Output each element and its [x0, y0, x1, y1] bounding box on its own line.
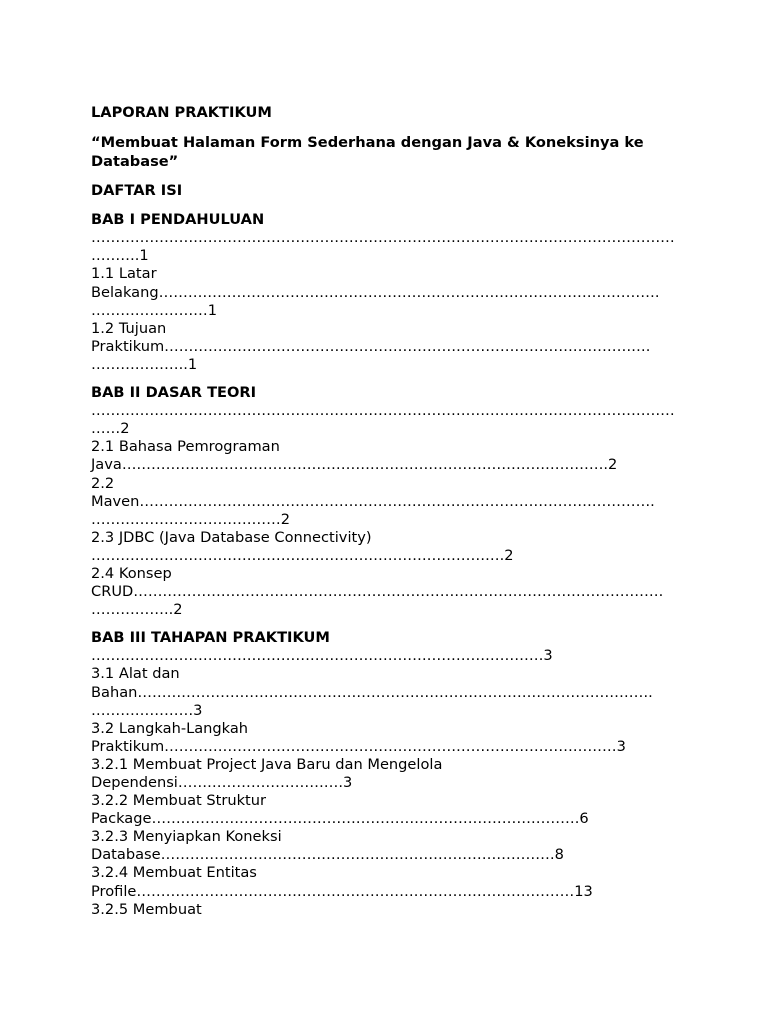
toc-entry-leader: Praktikum…………………………………………………………………………………3: [91, 737, 626, 755]
toc-bab-3: [91, 629, 691, 665]
toc-entry-leader: Belakang………………………………………………………………………………………….: [91, 283, 660, 301]
toc-entry-2-4: [91, 565, 691, 619]
toc-page-number: ……………………1: [91, 301, 218, 319]
toc-entry-3-2-2: [91, 792, 691, 828]
toc-heading: DAFTAR ISI: [91, 182, 183, 200]
toc-entry-2-1: [91, 438, 691, 474]
toc-page-number: ……….1: [91, 247, 149, 265]
toc-entry-leader: CRUD……………………………………………………………………………………………….: [91, 583, 664, 601]
toc-bab-1: [91, 211, 691, 265]
toc-entry-label: 2.2: [91, 474, 115, 492]
toc-bab-2-heading: BAB II DASAR TEORI: [91, 384, 257, 402]
toc-entry-1-2: [91, 320, 691, 374]
toc-entry-3-2-5: [91, 901, 691, 919]
toc-entry-label: 3.2.5 Membuat: [91, 900, 202, 918]
toc-entry-3-2: [91, 720, 691, 756]
report-title-line-2: Database”: [91, 153, 179, 171]
toc-entry-leader: ………………………………………………………………………….2: [91, 546, 514, 564]
toc-page-number: ……………..2: [91, 601, 183, 619]
toc-leader: …………………………………………………………………………………3: [91, 647, 553, 665]
toc-entry-leader: Bahan…………………………………………………………………………………………….: [91, 683, 653, 701]
toc-page-number: …………………3: [91, 701, 203, 719]
toc-entry-label: 3.2.2 Membuat Struktur: [91, 792, 267, 810]
toc-entry-3-2-3: [91, 828, 691, 864]
toc-entry-label: 3.2 Langkah-Langkah: [91, 719, 249, 737]
toc-page-number: ……2: [91, 420, 130, 438]
toc-entry-3-2-1: [91, 756, 691, 792]
toc-entry-leader: Maven…………………………………………………………………………………………….: [91, 492, 655, 510]
toc-entry-leader: Praktikum……………………………………………………………………………………….: [91, 337, 651, 355]
toc-entry-label: 2.1 Bahasa Pemrograman: [91, 438, 280, 456]
toc-entry-label: 3.2.3 Menyiapkan Koneksi: [91, 828, 282, 846]
toc-entry-leader: Database………………………………………………………………………8: [91, 846, 564, 864]
toc-entry-leader: Java……………………………………………………………………………………….2: [91, 456, 618, 474]
toc-entry-label: 2.4 Konsep: [91, 564, 172, 582]
toc-page-number: ………………..1: [91, 355, 198, 373]
toc-entry-label: 3.2.1 Membuat Project Java Baru dan Mengelola: [91, 755, 443, 773]
toc-page-number: …………………………………2: [91, 510, 291, 528]
report-title-line-1: “Membuat Halaman Form Sederhana dengan Java & Koneksinya ke: [91, 134, 644, 152]
toc-entry-2-3: [91, 529, 691, 565]
toc-bab-2: [91, 384, 691, 438]
toc-entry-3-1: [91, 665, 691, 719]
toc-entry-label: 1.1 Latar: [91, 265, 157, 283]
toc-entry-leader: Profile………………………………………………………………………………13: [91, 882, 593, 900]
toc-entry-leader: Package…………………………………………………………………………….6: [91, 810, 589, 828]
toc-entry-label: 3.2.4 Membuat Entitas: [91, 864, 257, 882]
toc-entry-3-2-4: [91, 864, 691, 900]
toc-bab-1-heading: BAB I PENDAHULUAN: [91, 211, 265, 229]
report-title: [91, 133, 691, 171]
toc-entry-label: 3.1 Alat dan: [91, 665, 180, 683]
document-page: [91, 104, 691, 919]
toc-entry-leader: Dependensi…………………………….3: [91, 774, 353, 791]
toc-leader: …………………………………………………………………………………………………………: [91, 229, 675, 247]
toc-entry-label: 2.3 JDBC (Java Database Connectivity): [91, 528, 372, 546]
toc-entry-1-1: [91, 265, 691, 319]
report-label: LAPORAN PRAKTIKUM: [91, 104, 272, 121]
toc-entry-2-2: [91, 475, 691, 529]
toc-leader: …………………………………………………………………………………………………………: [91, 402, 675, 420]
toc-entry-label: 1.2 Tujuan: [91, 319, 167, 337]
toc-bab-3-heading: BAB III TAHAPAN PRAKTIKUM: [91, 629, 330, 647]
